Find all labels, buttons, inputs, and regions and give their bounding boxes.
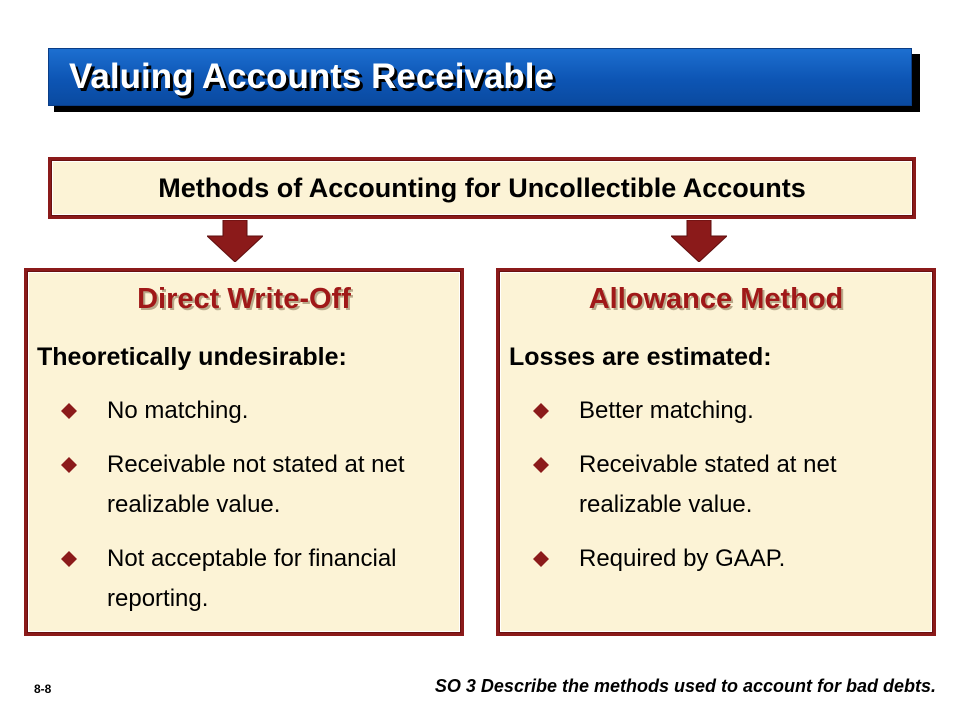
bullet-text: Better matching.: [579, 397, 754, 424]
study-objective: SO 3 Describe the methods used to account for bad debts.: [434, 676, 936, 696]
slide-number: 8-8: [34, 682, 52, 696]
bullet-item: [53, 391, 449, 431]
diamond-bullet-icon: [61, 457, 77, 473]
allowance-method-panel: [496, 268, 936, 636]
diamond-bullet-icon: [533, 403, 549, 419]
diamond-bullet-icon: [61, 403, 77, 419]
down-arrow-left-icon: [207, 220, 263, 262]
diamond-bullet-icon: [533, 551, 549, 567]
methods-header-text: Methods of Accounting for Uncollectible Accounts: [158, 172, 806, 203]
direct-write-off-panel-inner: [28, 272, 460, 632]
bullet-text: Not acceptable for financial reporting.: [107, 545, 397, 612]
title-bar: [48, 48, 912, 106]
allowance-method-bullet-list: [525, 391, 921, 593]
allowance-method-panel-inner: [500, 272, 932, 632]
direct-write-off-subheading: Theoretically undesirable:: [37, 343, 347, 371]
allowance-method-heading: Allowance Method: [588, 283, 844, 315]
methods-header-inner: [52, 161, 912, 215]
direct-write-off-heading: Direct Write-Off: [137, 283, 351, 315]
slide-title: Valuing Accounts Receivable: [69, 57, 554, 96]
bullet-text: Receivable stated at net realizable value.: [579, 451, 837, 518]
down-arrow-right-icon: [671, 220, 727, 262]
direct-write-off-bullet-list: [53, 391, 449, 633]
bullet-text: Receivable not stated at net realizable value.: [107, 451, 405, 518]
bullet-item: [525, 539, 921, 579]
diamond-bullet-icon: [533, 457, 549, 473]
bullet-text: Required by GAAP.: [579, 545, 786, 572]
bullet-item: [53, 445, 449, 525]
direct-write-off-panel: [24, 268, 464, 636]
allowance-method-subheading: Losses are estimated:: [509, 343, 772, 371]
bullet-item: [525, 391, 921, 431]
diamond-bullet-icon: [61, 551, 77, 567]
bullet-item: [53, 539, 449, 619]
bullet-text: No matching.: [107, 397, 249, 424]
methods-header-box: [48, 157, 916, 219]
bullet-item: [525, 445, 921, 525]
